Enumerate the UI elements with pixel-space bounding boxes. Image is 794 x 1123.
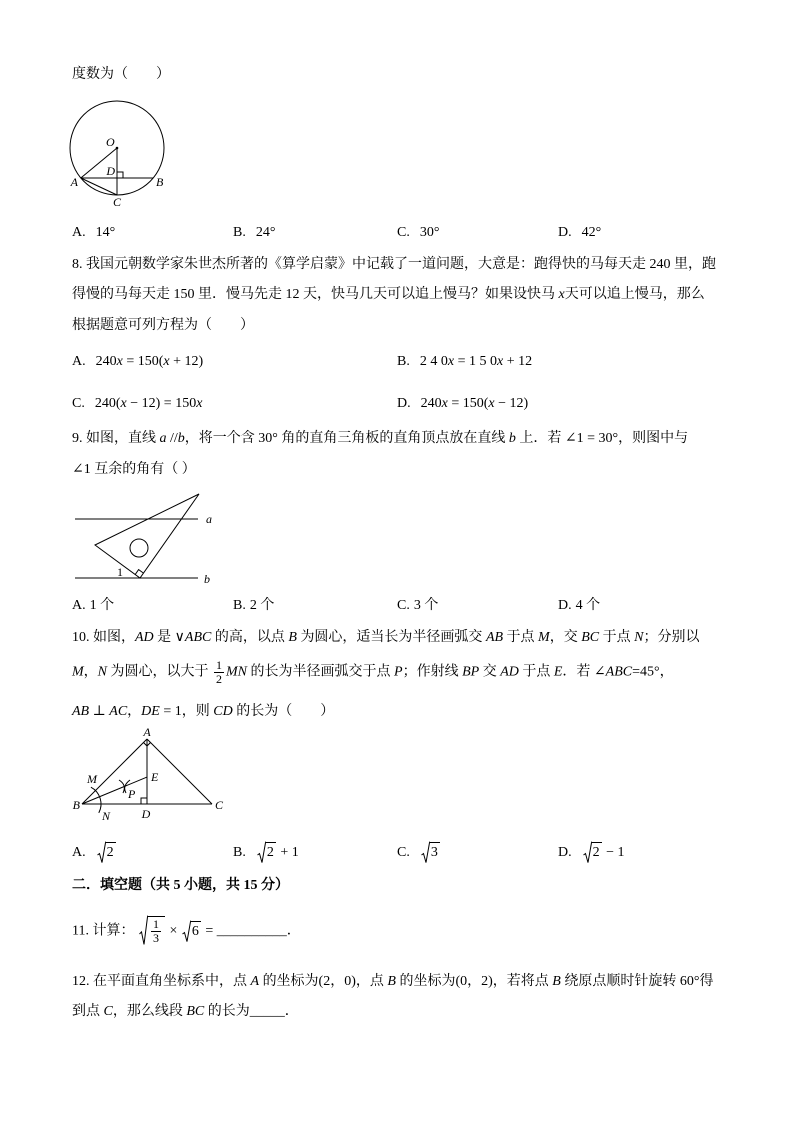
option-b [233,223,275,243]
q10-options [72,842,722,868]
option-value: 30° [419,225,440,240]
math-variable: x [441,396,448,411]
radicand: 3 [430,842,440,862]
option-a [72,223,115,243]
q9-set-square-figure [70,488,220,588]
option-value: 4 个 [575,598,601,613]
q9-stem-line: 9. 如图，直线 a //b，将一个含 30° 角的直角三角板的直角顶点放在直线 b 上．若 ∠1 = 30°，则图中与 [72,431,689,446]
q9-stem-line: ∠1 互余的角有（ ） [72,462,196,477]
q8-options-row-2 [72,394,722,420]
option-value: 2 + 1 [256,845,299,860]
radical-sign [139,916,148,945]
option-label: D. [558,598,572,613]
option-value: 240(x − 12) = 150x [94,396,203,411]
q11-stem-line: 11. 计算： $\frac{1}{3}$ × 6 = __________． [72,917,301,945]
math-variable: A [250,974,260,989]
option-label: B. [233,225,246,240]
math-variable: AB [485,630,504,645]
fraction-numerator: 1 [216,658,223,672]
option-label: B. [233,845,246,860]
radicand: 6 [191,921,201,941]
radical-stroke [583,842,592,862]
option-d [558,223,601,243]
math-variable: x [488,396,495,411]
option-label: C. [397,845,410,860]
q7-stem-tail: 度数为（ ） [72,67,170,82]
square-root [257,842,276,863]
math-variable: AB [72,704,90,719]
square-root [583,842,602,863]
math-variable: N [97,664,108,680]
label-line-b: b [204,572,210,586]
label-o: O [106,135,115,149]
math-variable: B [552,974,561,989]
option-value: 24° [255,225,276,240]
radical-sign [421,842,430,863]
q8-stem-line: 得慢的马每天走 150 里．慢马先走 12 天，快马几天可以追上慢马？如果设快马 x天可以追上慢马，那么 [72,287,705,302]
option-value: 42° [581,225,602,240]
radical-stroke [139,916,148,944]
option-value: 240x = 150(x − 12) [420,396,529,411]
math-variable: E [553,664,563,680]
fraction [214,659,224,686]
math-variable: x [163,354,170,369]
math-variable: b [508,431,516,446]
q9-options [72,596,722,622]
q12-stem-line: 12. 在平面直角坐标系中，点 A 的坐标为(2，0)，点 B 的坐标为(0，2)，若将点 B 绕原点顺时针旋转 60°得 [72,974,714,989]
q10-stem-line: M，N 为圆心，以大于 $\frac{1}{2}$ MN 的长为半径画弧交于点 P；作射线 BP 交 AD 于点 E．若 ∠ABC=45°， [72,658,674,686]
option-d [397,394,528,414]
label-p: P [128,787,136,801]
option-a [72,842,117,863]
label-c: C [215,798,224,812]
option-label: C. [397,225,410,240]
math-variable: x [496,354,504,369]
label-d: D [106,164,115,178]
option-label: C. [72,396,85,411]
option-value: 2 − 1 [582,845,625,860]
q10-stem-line: 10. 如图，AD 是 ∨ABC 的高，以点 B 为圆心，适当长为半径画弧交 AB 于点 M，交 BC 于点 N；分别以 [72,630,700,645]
segment-ac [81,178,117,195]
option-label: A. [72,598,86,613]
option-c [397,596,438,616]
math-variable: C [103,1004,113,1019]
option-label: A. [72,225,86,240]
section-title: 二．填空题（共 5 小题，共 15 分） [72,878,289,893]
option-label: A. [72,845,86,860]
fraction [151,918,161,945]
radical-sign [182,921,191,942]
radicand [148,916,165,945]
label-line-a: a [206,512,212,526]
math-variable: a [159,431,167,446]
set-square [95,494,199,578]
radical-stroke [182,921,191,941]
fraction-denominator: 3 [152,931,159,945]
option-d [558,596,600,616]
label-a: A [70,175,78,189]
math-variable: x [120,396,127,411]
option-a [72,352,203,372]
radicand: 2 [266,842,276,862]
radicand: 2 [106,842,116,862]
right-angle-mark [135,570,143,575]
q8-options-row-1 [72,352,722,378]
square-root [182,921,201,942]
q7-circle-figure [60,90,180,210]
math-variable: b [177,431,185,446]
option-label: C. [397,598,410,613]
label-c: C [112,195,122,209]
option-label: D. [558,225,572,240]
label-m: M [87,772,97,786]
option-label: D. [397,396,411,411]
math-variable: ABC [605,664,633,680]
radical-stroke [257,842,266,862]
label-b: B [72,798,80,812]
option-a [72,596,114,616]
math-variable: BP [462,664,480,680]
label-a: A [143,725,151,739]
fraction-denominator: 2 [216,672,223,686]
option-d [558,842,625,863]
math-variable: AC [109,704,128,719]
radical-sign [97,842,106,863]
option-c [72,394,202,414]
math-variable: B [288,630,297,645]
label-e: E [151,770,159,784]
option-label: A. [72,354,86,369]
q10-triangle-figure [66,726,232,824]
math-variable: BC [186,1004,205,1019]
math-variable: AD [500,664,519,680]
math-variable: x [196,396,203,411]
option-label: B. [397,354,410,369]
label-b: B [156,175,164,189]
math-variable: ABC [184,630,212,645]
option-value [420,845,441,860]
math-variable: x [558,287,565,302]
option-value: 2 个 [249,598,275,613]
math-variable: x [447,354,455,369]
radicand: 2 [592,842,602,862]
option-value [96,845,117,860]
option-value: 240x = 150(x + 12) [95,354,204,369]
math-variable: BC [581,630,600,645]
math-variable: CD [213,704,233,719]
option-c [397,223,439,243]
fraction-numerator: 1 [152,917,159,931]
label-d: D [141,807,151,821]
center-point [116,147,119,150]
radical-sign [257,842,266,863]
option-value: 2 4 0x = 1 5 0x + 12 [419,354,533,369]
radical-stroke [421,842,430,862]
set-square-hole [130,539,148,557]
option-value: 1 个 [89,598,115,613]
q8-stem-line: 根据题意可列方程为（ ） [72,318,254,333]
square-root [139,916,165,945]
q7-options [72,223,722,249]
math-variable: MN [226,664,248,680]
math-variable: B [387,974,396,989]
right-angle-mark-d [141,798,147,804]
q8-stem-line: 8. 我国元朝数学家朱世杰所著的《算学启蒙》中记载了一道问题，大意是：跑得快的马每天走 240 里，跑 [72,257,716,272]
option-b [233,596,274,616]
math-variable: x [116,354,123,369]
radical-stroke [97,842,106,862]
option-label: D. [558,845,572,860]
square-root [97,842,116,863]
q12-stem-line: 到点 C，那么线段 BC 的长为_____． [72,1004,299,1019]
option-label: B. [233,598,246,613]
label-n: N [101,809,111,823]
square-root [421,842,440,863]
radical-sign [583,842,592,863]
q10-stem-line: AB ⊥ AC，DE = 1，则 CD 的长为（ ） [72,704,335,719]
option-b [397,352,532,372]
option-c [397,842,441,863]
option-b [233,842,299,863]
math-variable: N [634,630,644,645]
math-variable: M [538,630,550,645]
label-angle-1: 1 [117,565,123,579]
math-variable: M [72,664,84,680]
math-variable: DE [141,704,160,719]
option-value: 3 个 [413,598,439,613]
math-variable: P [394,664,403,680]
right-angle-mark [117,172,123,178]
math-variable: AD [135,630,154,645]
option-value: 14° [95,225,116,240]
